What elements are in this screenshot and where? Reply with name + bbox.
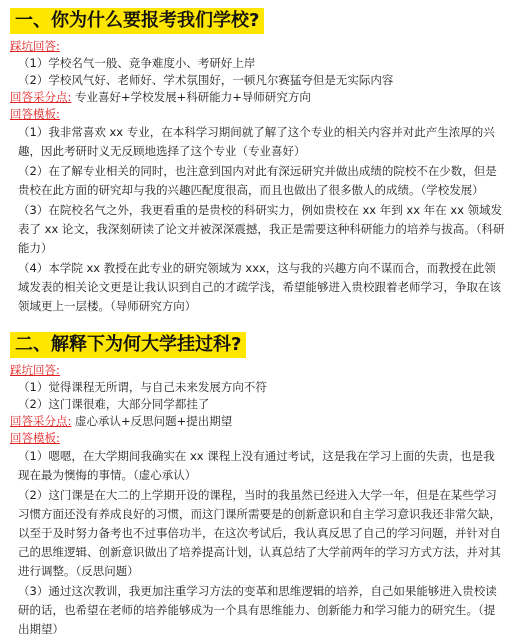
- q2-wrong-answer-label: 踩坑回答:: [10, 363, 60, 377]
- q2-template-item-1: （1）嗯嗯，在大学期间我确实在 xx 课程上没有通过考试，这是我在学习上面的失责，也是我现在最为懊悔的事情。（虚心承认）: [18, 449, 495, 482]
- q1-template-label: 回答模板:: [10, 107, 60, 121]
- q1-template-item-4: （4）本学院 xx 教授在此专业的研究领域为 xxx，这与我的兴趣方向不谋而合，而教授在此领域发表的相关论文更是让我认识到自己的才疏学浅，希望能够进入贵校跟着老师学习，争取在该领域更上一层楼。（导师研究方向）: [18, 261, 501, 313]
- q2-scoring-points: [10, 413, 505, 430]
- q1-template-item-3: （3）在院校名气之外，我更看重的是贵校的科研实力，例如贵校在 xx 年到 xx 年在 xx 领域发表了 xx 论文，我深刻研读了论文并被深深震撼，我正是需要这种科研能力的培养与拔高。（科研能力）: [18, 203, 505, 255]
- q1-template-item-1: （1）我非常喜欢 xx 专业，在本科学习期间就了解了这个专业的相关内容并对此产生浓厚的兴趣，因此考研时义无反顾地选择了这个专业（专业喜好）: [18, 125, 495, 158]
- question-1-section: [10, 0, 505, 316]
- q1-wrong-item-2: （2）学校风气好、老师好、学术氛围好，一顿凡尔赛猛夸但是无实际内容: [18, 73, 394, 87]
- question-2-section: [10, 316, 505, 639]
- q2-scoring-points-label: 回答采分点:: [10, 414, 72, 428]
- q1-wrong-item-1: （1）学校名气一般、竞争难度小、考研好上岸: [18, 56, 256, 70]
- q1-scoring-points-label: 回答采分点:: [10, 90, 72, 104]
- question-1-title: 一、你为什么要报考我们学校?: [10, 8, 264, 34]
- q1-template-item-2: （2）在了解专业相关的同时，也注意到国内对此有深远研究并做出成绩的院校不在少数，但是贵校在此方面的研究却与我的兴趣匹配度很高，而且也做出了很多傲人的成绩。（学校发展）: [18, 164, 497, 197]
- q1-wrong-answer-label: 踩坑回答:: [10, 39, 60, 53]
- q2-template-item-2: （2）这门课是在大二的上学期开设的课程，当时的我虽然已经进入大学一年，但是在某些学习习惯方面还没有养成良好的习惯，而这门课所需要是的创新意识和自主学习意识我还非常欠缺，以至于及时努力备考也不过事倍功半，在这次考试后，我认真反思了自己的学习问题，并针对自己的思维逻辑、创新意识做出了培养提高计划，认真总结了大学前两年的学习方式方法，并对其进行调整。（反思问题）: [18, 488, 501, 578]
- q2-scoring-points-text: 虚心承认+反思问题+提出期望: [75, 414, 233, 428]
- q2-wrong-item-2: （2）这门课很难，大部分同学都挂了: [18, 397, 210, 411]
- q1-scoring-points: [10, 89, 505, 106]
- q2-template-label: 回答模板:: [10, 431, 60, 445]
- question-2-title: 二、解释下为何大学挂过科?: [10, 332, 246, 358]
- q2-wrong-item-1: （1）觉得课程无所谓，与自己未来发展方向不符: [18, 380, 267, 394]
- q2-template-item-3: （3）通过这次教训，我更加注重学习方法的变革和思维逻辑的培养，自己如果能够进入贵校读研的话，也希望在老师的培养能够成为一个具有思维能力、创新能力和学习能力的研究生。（提出期望）: [18, 584, 497, 636]
- q1-scoring-points-text: 专业喜好+学校发展+科研能力+导师研究方向: [75, 90, 311, 104]
